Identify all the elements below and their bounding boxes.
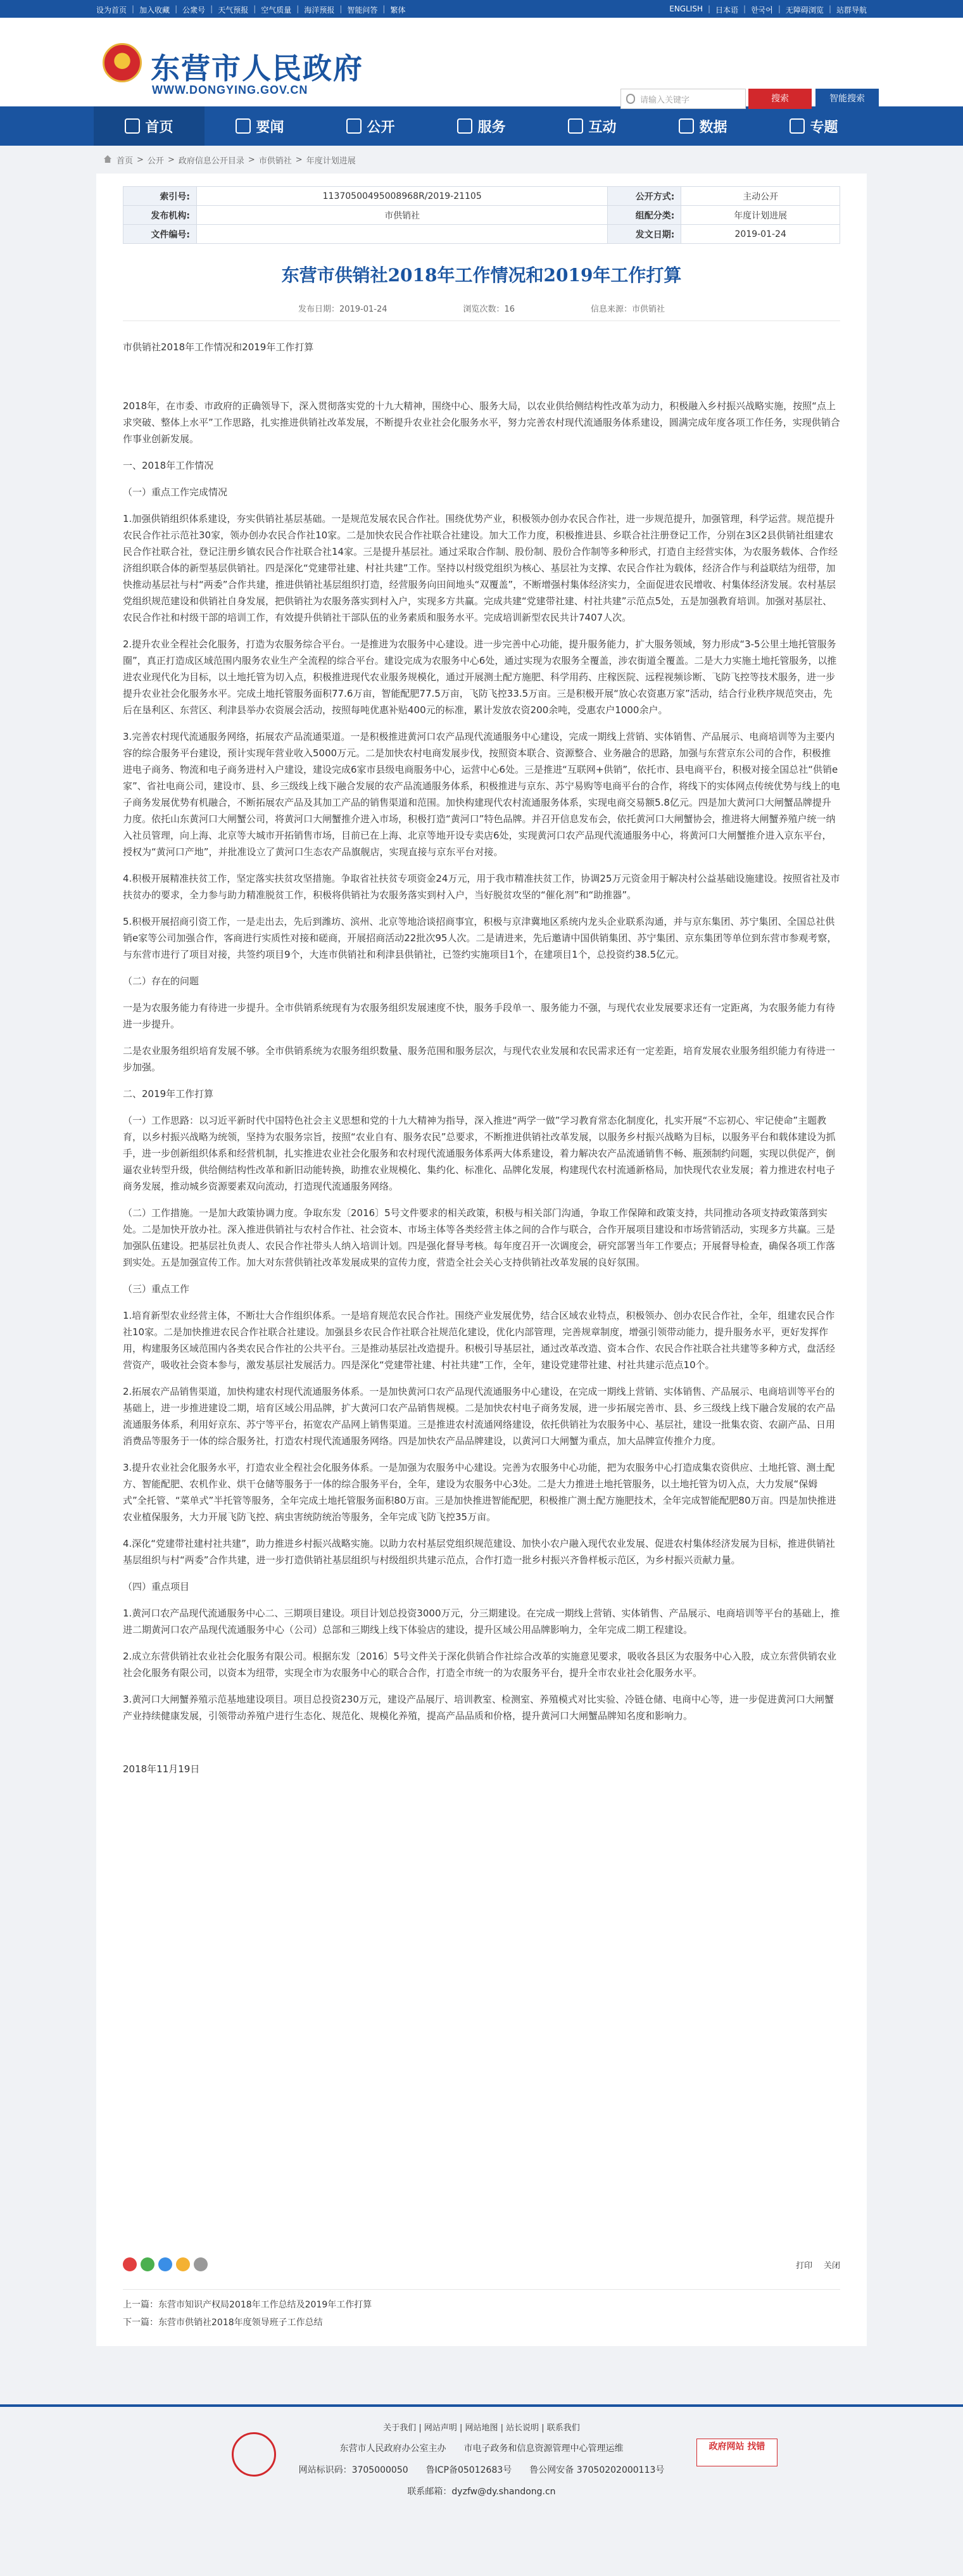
nav-label: 服务	[477, 119, 506, 136]
footer-org: 东营市人民政府办公室主办 市电子政务和信息资源管理中心管理运维	[339, 2444, 624, 2454]
search-button[interactable]: 搜索	[748, 89, 812, 109]
article-body	[123, 398, 840, 1724]
breadcrumb	[96, 146, 867, 174]
date-value: 2019-01-24	[681, 225, 840, 244]
article-paragraph: （二）工作措施。一是加大政策协调力度。争取东发〔2016〕5号文件要求的相关政策，积极与相关部门沟通，争取工作保障和政策支持，共同推动各项支持政策落到实处。二是加快开放办社。深入推进供销社与农村合作社、社会资本、市场主体等各类经营主体之间的合作与联合，合作开展项目建设和市场营销活动，实现多方共赢。三是加强队伍建设。把基层社负责人、农民合作社带头人纳入培训计划。四是强化督导考核。每年度召开一次调度会，研究部署当年工作要点；开展督导检查，确保各项工作落到实处。五是加强宣传工作。加大对东营供销社改革发展成果的宣传力度，营造全社会关心支持供销社改革发展的良好氛围。	[123, 1207, 836, 1268]
article-paragraph: （二）存在的问题	[123, 975, 199, 987]
share-bar	[123, 2257, 840, 2271]
close-button[interactable]: 关闭	[823, 2261, 840, 2271]
view-count: 浏览次数：16	[463, 305, 515, 314]
org-label: 发布机构:	[123, 206, 197, 225]
search-input[interactable]	[620, 89, 746, 109]
org-value: 市供销社	[197, 206, 608, 225]
topbar-link[interactable]: 海洋预报	[304, 6, 335, 15]
article-paragraph: 2.成立东营供销社农业社会化服务有限公司。根据东发〔2016〕5号文件关于深化供销合作社综合改革的实施意见要求，吸收各县区为农服务中心入股，成立东营供销农业社会化服务有限公司，以资本为纽带，实现全市为农服务中心的联合合作，打造全市统一的为农服务平台，提升全市农业社会化服务水平。	[123, 1651, 837, 1678]
metadata-table	[123, 186, 840, 244]
publish-date: 发布日期：2019-01-24	[298, 305, 387, 314]
nav-icon	[679, 118, 694, 134]
article-paragraph: 一、2018年工作情况	[123, 460, 214, 471]
article-paragraph: 2018年，在市委、市政府的正确领导下，深入贯彻落实党的十九大精神，围绕中心、服务大局，以农业供给侧结构性改革为动力，积极融入乡村振兴战略实施，按照“点上求突破、整体上水平”工作思路，扎实推进供销社改革发展，不断提升农业社会化服务水平，努力完善农村现代流通服务体系建设，圆满完成年度各项工作任务，实现供销合作事业创新发展。	[123, 400, 840, 445]
more-share-icon[interactable]	[194, 2257, 208, 2271]
article-paragraph: 3.黄河口大闸蟹养殖示范基地建设项目。项目总投资230万元，建设产品展厅、培训教室、检测室、养殖模式对比实验、冷链仓储、电商中心等，进一步促进黄河口大闸蟹产业持续健康发展，引领带动养殖户进行生态化、规范化、规模化养殖，提高产品品质和价格，提升黄河口大闸蟹品牌知名度和影响力。	[123, 1694, 834, 1722]
next-article-link[interactable]: 下一篇：东营市供销社2018年度领导班子工作总结	[123, 2318, 323, 2328]
topbar-link[interactable]: 天气预报	[218, 6, 249, 15]
nav-icon	[236, 118, 251, 134]
date-label: 发文日期:	[608, 225, 681, 244]
topbar-separator: |	[707, 4, 711, 13]
breadcrumb-item[interactable]: 年度计划进展	[306, 156, 356, 166]
article-paragraph: （一）重点工作完成情况	[123, 486, 228, 498]
nav-item[interactable]	[94, 106, 205, 146]
breadcrumb-separator: >	[137, 155, 144, 165]
topbar-separator: |	[210, 4, 213, 13]
topbar-separator: |	[339, 4, 343, 13]
article-paragraph: 5.积极开展招商引资工作，一是走出去，先后到潍坊、滨州、北京等地洽谈招商事宜，积极与京津冀地区系统内龙头企业联系沟通，并与京东集团、苏宁集团、全国总社供销e家等公司加强合作，客商进行实质性对接和磋商，开展招商活动22批次95人次。二是请进来，先后邀请中国供销集团、苏宁集团、京东集团等单位到东营市参观考察，与东营市进行了项目对接，共签约项目9个，大连市供销社和利津县供销社，已签约实施项目1个，在建项目1个，总投资约38.5亿元。	[123, 916, 837, 960]
index-label: 索引号:	[123, 187, 197, 206]
docno-label: 文件编号:	[123, 225, 197, 244]
article-paragraph: 2.拓展农产品销售渠道，加快构建农村现代流通服务体系。一是加快黄河口农产品现代流通服务中心建设，在完成一期线上营销、实体销售、产品展示、电商培训等平台的基础上，进一步推进建设二期，培育区域公用品牌，扩大黄河口农产品销售规模。二是加快农村电子商务发展，进一步拓展完善市、县、乡三级线上线下融合发展的农产品流通服务体系，利用好京东、苏宁等平台，拓宽农产品网上销售渠道。三是推进农村流通网络建设，依托供销社为农服务中心、基层社，建设一批集农资、农副产品、日用消费品等服务于一体的综合服务社，打造农村现代流通服务网络。四是加快农产品品牌建设，以黄河口大闸蟹为重点，加大品牌宣传推介力度。	[123, 1386, 836, 1447]
breadcrumb-separator: >	[167, 155, 175, 165]
footer-email: 联系邮箱：dyzfw@dy.shandong.cn	[407, 2487, 556, 2497]
article-date-signature: 2018年11月19日	[123, 1763, 200, 1775]
nav-label: 要闻	[256, 119, 284, 136]
weibo-share-icon[interactable]	[123, 2257, 137, 2271]
article-paragraph: 4.积极开展精准扶贫工作，坚定落实扶贫攻坚措施。争取省社扶贫专项资金24万元，用于我市精准扶贫工作，协调25万元资金用于解决村公益基础设施建设。按照省社及市扶贫办的要求，全力参与助力精准脱贫工作，积极将供销社为农服务落实到村入户，当好脱贫攻坚的“催化剂”和“助推器”。	[123, 873, 840, 901]
nav-item[interactable]	[205, 106, 315, 146]
topbar-link[interactable]: 站群导航	[836, 6, 867, 15]
home-icon	[104, 155, 111, 163]
topbar-link[interactable]: 繁体	[390, 6, 406, 15]
footer-icp: 网站标识码：3705000050 鲁ICP备05012683号 鲁公网安备 37050202000113号	[298, 2465, 665, 2475]
category-value: 年度计划进展	[681, 206, 840, 225]
nav-icon	[568, 118, 583, 134]
article-paragraph: 1.黄河口农产品现代流通服务中心二、三期项目建设。项目计划总投资3000万元，分三期建设。在完成一期线上营销、实体销售、产品展示、电商培训等平台的基础上，推进二期黄河口农产品现代流通服务中心（公司）总部和三期线上线下体验店的建设，提升区域公用品牌影响力，全年完成二期工程建设。	[123, 1608, 840, 1635]
index-value: 11370500495008968R/2019-21105	[197, 187, 608, 206]
prev-next-links	[123, 2289, 840, 2332]
article-paragraph: 1.培育新型农业经营主体，不断壮大合作组织体系。一是培育规范农民合作社。围绕产业发展优势，结合区域农业特点，积极领办、创办农民合作社，全年，组建农民合作社10家。二是加快推进农民合作社联合社建设。加强县乡农民合作社联合社规范化建设，优化内部管理，完善规章制度，增强引领带动能力，提升服务水平，更好发挥作用，构建服务区域范围内各类农民合作社的公共平台。三是推动基层社改造提升。积极引导基层社，通过改革改造、资本合作、农民合作社联合社共建等多种方式，盘活经营资产，吸收社会资本参与，激发基层社发展活力。四是深化“党建带社建、村社共建”工作，全年，建设党建带社建、村社共建示范点10个。	[123, 1310, 836, 1371]
wechat-share-icon[interactable]	[141, 2257, 154, 2271]
qzone-share-icon[interactable]	[176, 2257, 190, 2271]
breadcrumb-separator: >	[295, 155, 303, 165]
article-paragraph: 3.完善农村现代流通服务网络，拓展农产品流通渠道。一是积极推进黄河口农产品现代流通服务中心建设，完成一期线上营销、实体销售、产品展示、电商培训等为主要内容的综合服务平台建设，预计实现年营业收入5000万元。二是加快农村电商发展步伐，按照资本联合、资源整合、业务融合的思路，加强与东营京东公司的合作，积极推进电子商务、物流和电子商务进村入户建设，建设完成6家市县级电商服务中心，运营中心6处。三是推进“互联网+供销”，依托市、县电商平台，积极对接全国总社“供销e家”、省社电商公司，建设市、县、乡三级线上线下融合发展的农产品流通服务体系，积极推进与京东、苏宁易购等电商平台的合作，将线下的实体网点传统优势与线上的电子商务发展优势有机融合，不断拓展农产品及其加工产品的销售渠道和范围。加快构建现代农村流通服务体系，实现电商交易额5.8亿元。四是加大黄河口大闸蟹品牌提升力度。依托山东黄河口大闸蟹公司，将黄河口大闸蟹推介进入市场，积极打造“黄河口”特色品牌。并召开信息发布会，依托黄河口大闸蟹协会，推进将大闸蟹养殖户统一纳入社员管理，向上海、北京等大城市开拓销售市场，目前已在上海、北京等地开设专卖店6处，实现黄河口农产品现代流通服务中心，将黄河口大闸蟹推介进入京东平台，授权为“黄河口产地”，并批准设立了黄河口生态农产品旗舰店，实现直接与京东平台对接。	[123, 731, 840, 858]
article-title: 东营市供销社2018年工作情况和2019年工作打算	[281, 265, 682, 286]
nav-item[interactable]	[426, 106, 537, 146]
nav-icon	[790, 118, 805, 134]
topbar-link[interactable]: 无障碍浏览	[785, 6, 824, 15]
topbar-link[interactable]: 空气质量	[261, 6, 292, 15]
article-paragraph: 一是为农服务能力有待进一步提升。全市供销系统现有为农服务组织发展速度不快，服务手段单一、服务能力不强，与现代农业发展要求还有一定距离，为农服务能力有待进一步提升。	[123, 1002, 836, 1030]
article-info	[123, 302, 840, 321]
article-container	[96, 174, 867, 2346]
site-title[interactable]: 东营市人民政府	[151, 51, 363, 86]
site-footer	[0, 2404, 963, 2576]
nav-label: 专题	[810, 119, 838, 136]
topbar-separator: |	[382, 4, 386, 13]
nav-item[interactable]	[315, 106, 426, 146]
topbar-link[interactable]: ENGLISH	[669, 4, 703, 13]
print-button[interactable]: 打印	[795, 2261, 812, 2271]
topbar-link[interactable]: 한국어	[751, 6, 773, 15]
topbar-separator: |	[828, 4, 831, 13]
share-icons	[123, 2257, 208, 2271]
nav-item[interactable]	[648, 106, 758, 146]
topbar-link[interactable]: 设为首页	[96, 6, 127, 15]
site-url: WWW.DONGYING.GOV.CN	[152, 84, 308, 96]
site-header	[0, 18, 963, 106]
top-right-links	[669, 4, 867, 15]
national-emblem-icon	[103, 43, 142, 82]
top-utility-bar	[0, 0, 963, 18]
breadcrumb-item[interactable]: 首页	[116, 156, 134, 166]
prev-article-link[interactable]: 上一篇：东营市知识产权局2018年工作总结及2019年工作打算	[123, 2300, 372, 2310]
breadcrumb-item[interactable]: 政府信息公开目录	[178, 156, 244, 166]
article-paragraph: 二是农业服务组织培育发展不够。全市供销系统为农服务组织数量、服务范围和服务层次，与现代农业发展和农民需求还有一定差距，培育发展农业服务组织能力有待进一步加强。	[123, 1045, 836, 1073]
party-gov-badge-icon[interactable]	[232, 2432, 276, 2477]
topbar-separator: |	[743, 4, 746, 13]
topbar-separator: |	[777, 4, 781, 13]
article-paragraph: 1.加强供销组织体系建设，夯实供销社基层基础。一是规范发展农民合作社。围绕优势产业，积极领办创办农民合作社，进一步规范提升，加强管理，科学运营。规范提升农民合作社示范社30家，领办创办农民合作社10家。二是加快农民合作社联合社建设。加大工作力度，积极推进县、乡联合社注册登记工作，分别在3区2县供销社组建农民合作社联合社，登记注册乡镇农民合作社联合社14家。三是提升基层社。通过采取合作制、股份制、股份合作制等多种形式，打造自主经营实体，为农服务载体、合作经济组织联合体的新型基层供销社。四是深化“党建带社建、村社共建”工作。坚持以村级党组织为核心、基层社为支撑、农民合作社为载体，经济合作与利益联结为纽带，加快推动基层社与村“两委”合作共建，推进供销社基层组织打造，经营服务向田间地头“双覆盖”，不断增强村集体经济实力，全面促进农民增收、村集体经济发展。农村基层党组织规范建设和供销社自身发展，把供销社为农服务落实到村入户，实现多方共赢。完成共建“党建带社建、村社共建”示范点5处，五是加强教育培训。加强对基层社、农民合作社和村级干部的培训工作，有效提升供销社干部队伍的业务素质和服务水平。完成培训新型农民共计7407人次。	[123, 513, 838, 623]
nav-label: 公开	[367, 119, 395, 136]
top-left-links	[96, 4, 405, 15]
topbar-separator: |	[132, 4, 135, 13]
method-label: 公开方式:	[608, 187, 681, 206]
topbar-link[interactable]: 日本语	[715, 6, 739, 15]
nav-label: 互动	[588, 119, 617, 136]
article-paragraph: （四）重点项目	[123, 1581, 190, 1592]
main-nav	[0, 106, 963, 146]
article-tools	[796, 2259, 840, 2271]
gov-site-error-badge[interactable]: 政府网站 找错	[696, 2439, 777, 2466]
topbar-separator: |	[253, 4, 256, 13]
nav-label: 首页	[145, 119, 173, 136]
topbar-link[interactable]: 公衆号	[182, 6, 206, 15]
qq-share-icon[interactable]	[158, 2257, 172, 2271]
topbar-separator: |	[175, 4, 178, 13]
info-source: 信息来源：市供销社	[591, 305, 665, 314]
microphone-icon[interactable]	[626, 94, 635, 104]
nav-item[interactable]	[758, 106, 869, 146]
smart-search-button[interactable]: 智能搜索	[815, 89, 879, 109]
article-paragraph: 2.提升农业全程社会化服务，打造为农服务综合平台。一是推进为农服务中心建设。进一步完善中心功能，提升服务能力，扩大服务领域，努力形成“3-5公里土地托管服务圈”，真正打造成区域范围内服务农业生产全流程的综合平台。建设完成为农服务中心6处，通过实现为农服务全覆盖，涉农街道全覆盖。二是大力实施土地托管服务，以推进农业现代化为目标，以土地托管为切入点，积极推进现代农业服务规模化，通过开展测土配方施肥、科学用药、庄稼医院、远程视频诊断、飞防飞控等技术服务，进一步提升农业社会化服务水平。完成土地托管服务面积77.6万亩，智能配肥77.5万亩，飞防飞控33.5万亩。三是积极开展“放心农资惠万家”活动，结合行业秩序规范突击，先后在垦利区、东营区、利津县举办农资展会活动，按照每吨优惠补贴400元的标准，累计发放农资200余吨，受惠农户1000余户。	[123, 638, 837, 716]
nav-label: 数据	[699, 119, 727, 136]
nav-icon	[125, 118, 140, 134]
nav-icon	[346, 118, 362, 134]
topbar-link[interactable]: 加入收藏	[139, 6, 170, 15]
category-label: 组配分类:	[608, 206, 681, 225]
article-paragraph: 3.提升农业社会化服务水平，打造农业全程社会化服务体系。一是加强为农服务中心建设。完善为农服务中心功能，把为农服务中心打造成集农资供应、土地托管、测土配方、智能配肥、农机作业、烘干仓储等服务于一体的综合服务平台，全年，建设为农服务中心3处。二是大力推进土地托管服务，以土地托管为切入点，大力发展“保姆式”全托管、“菜单式”半托管等服务，全年完成土地托管服务面积80万亩。三是加快推进智能配肥，积极推广测土配方施肥技术，全年完成智能配肥80万亩。四是加快推进农业植保服务，大力开展飞防飞控、病虫害统防统治等服务，全年完成飞防飞控35万亩。	[123, 1462, 836, 1523]
nav-icon	[457, 118, 472, 134]
topbar-separator: |	[296, 4, 299, 13]
article-paragraph: 4.深化“党建带社建村社共建”，助力推进乡村振兴战略实施。以助力农村基层党组织规范建设、加快小农户融入现代农业发展、促进农村集体经济发展为目标，推进供销社基层组织与村“两委”合作共建，进一步打造供销社基层组织与村级组织共建示范点，合作打造一批乡村振兴齐鲁样板示范区，为乡村振兴贡献力量。	[123, 1538, 835, 1566]
article-paragraph: 二、2019年工作打算	[123, 1088, 214, 1100]
nav-item[interactable]	[537, 106, 648, 146]
article-paragraph: （一）工作思路：以习近平新时代中国特色社会主义思想和党的十九大精神为指导，深入推进“两学一做”学习教育常态化制度化，扎实开展“不忘初心、牢记使命”主题教育，以乡村振兴战略为统领，坚持为农服务宗旨，按照“农业自有、服务农民”总要求，不断推进供销社改革发展，以服务乡村振兴战略为目标，以服务平台和载体建设为抓手，进一步创新组织体系和经营机制，扎实推进农业社会化服务和农村现代流通服务体系两大体系建设，着力解决农产品流通销售不畅、瓶颈制约问题，实现以供促产，倒逼农业转型升级，供给侧结构性改革和新旧动能转换，助推农业规模化、集约化、标准化、品牌化发展，构建现代农村流通新格局，加快现代农业发展；着力推进农村电子商务发展，推动城乡资源要素双向流动，打造现代流通服务网络。	[123, 1115, 836, 1192]
footer-links[interactable]: 关于我们 | 网站声明 | 网站地图 | 站长说明 | 联系我们	[383, 2423, 580, 2433]
method-value: 主动公开	[681, 187, 840, 206]
docno-value	[197, 225, 608, 244]
article-paragraph: （三）重点工作	[123, 1283, 190, 1295]
search-placeholder: 请输入关键字	[640, 96, 690, 105]
article-summary: 市供销社2018年工作情况和2019年工作打算	[123, 341, 314, 353]
topbar-link[interactable]: 智能问答	[347, 6, 378, 15]
breadcrumb-separator: >	[248, 155, 255, 165]
breadcrumb-item[interactable]: 市供销社	[258, 156, 292, 166]
breadcrumb-item[interactable]: 公开	[147, 156, 164, 166]
